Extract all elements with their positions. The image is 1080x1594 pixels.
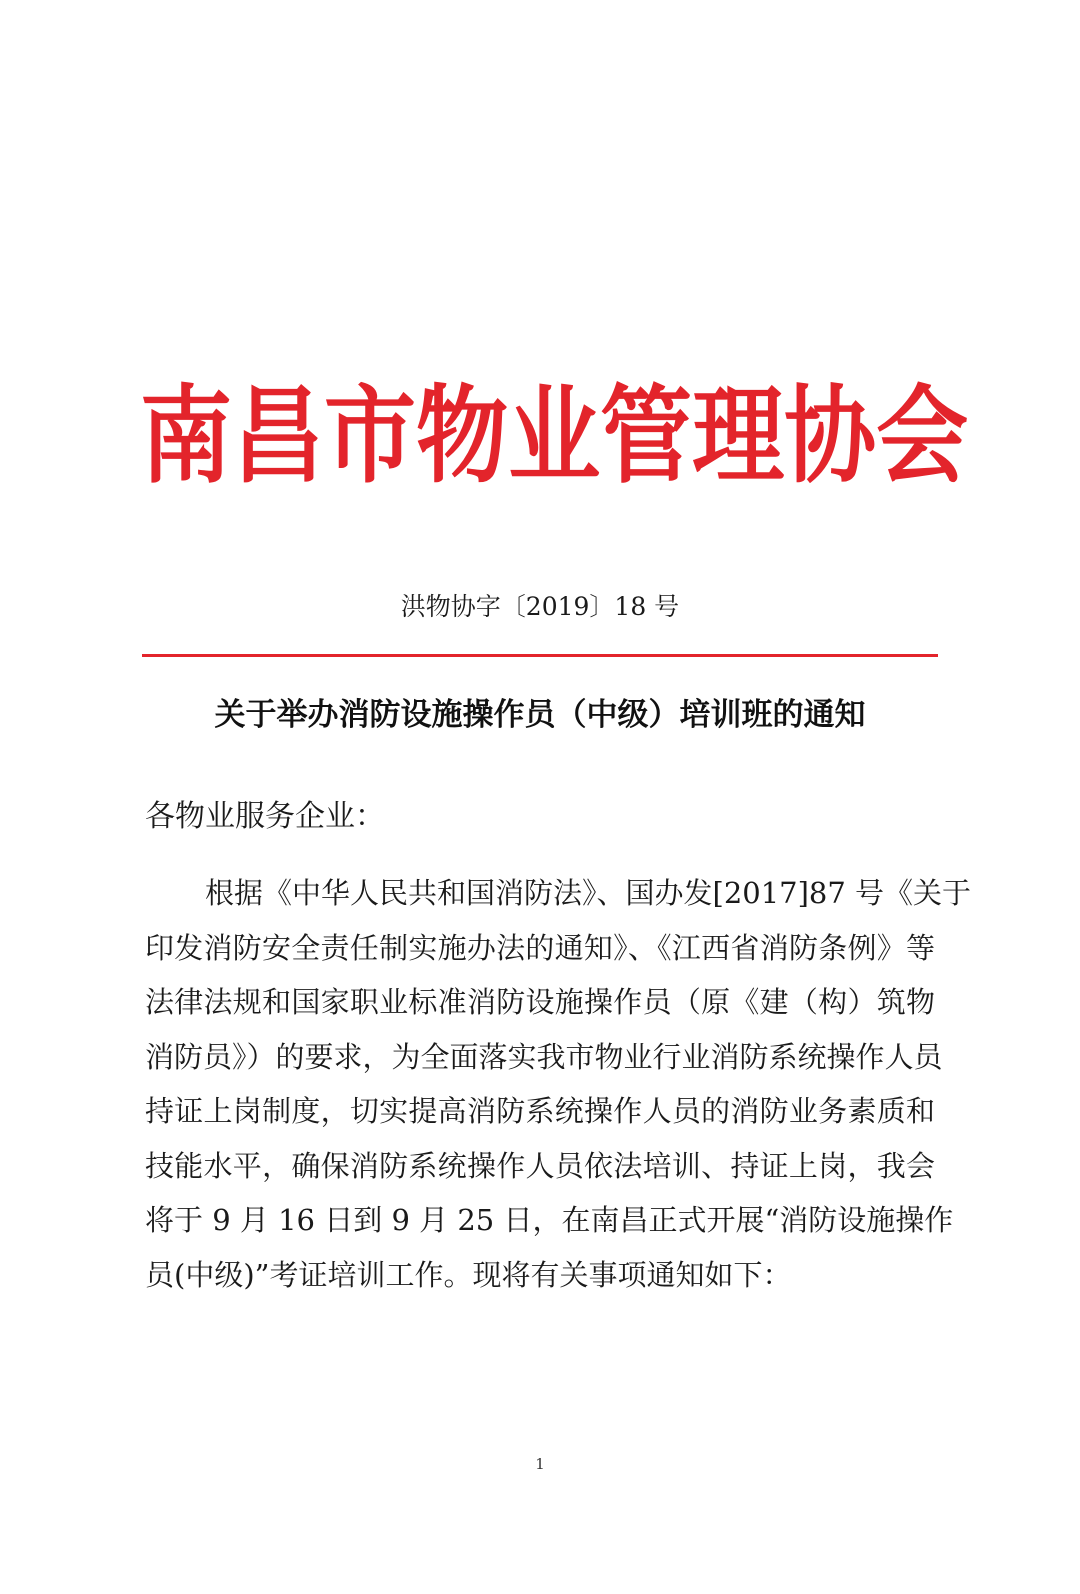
salutation: 各物业服务企业： (145, 799, 385, 834)
document-number: 洪物协字〔2019〕18 号 (400, 592, 680, 621)
body-line: 印发消防安全责任制实施办法的通知》、《江西省消防条例》等 (145, 930, 935, 965)
letterhead-char: 南 (140, 374, 233, 498)
letterhead-char: 市 (324, 374, 417, 498)
body-line: 员(中级)”考证培训工作。现将有关事项通知如下： (145, 1257, 792, 1292)
body-paragraph (145, 866, 972, 1302)
body-line: 技能水平，确保消防系统操作人员依法培训、持证上岗，我会 (145, 1148, 935, 1183)
body-line: 将于 9 月 16 日到 9 月 25 日，在南昌正式开展“消防设施操作 (145, 1203, 954, 1237)
letterhead-char: 昌 (232, 374, 325, 498)
body-line: 消防员》）的要求，为全面落实我市物业行业消防系统操作人员 (145, 1039, 943, 1074)
letterhead-char: 理 (692, 374, 785, 498)
notice-title: 关于举办消防设施操作员（中级）培训班的通知 (214, 697, 866, 733)
body-line: 持证上岗制度，切实提高消防系统操作人员的消防业务素质和 (145, 1094, 935, 1128)
body-line: 法律法规和国家职业标准消防设施操作员（原《建（构）筑物 (145, 985, 935, 1019)
letterhead-char: 会 (876, 374, 969, 498)
letterhead-char: 物 (416, 374, 509, 498)
letterhead-char: 业 (508, 374, 601, 498)
page-number: 1 (535, 1455, 545, 1473)
red-divider-line (142, 654, 938, 657)
letterhead-char: 协 (784, 374, 877, 498)
letterhead-char: 管 (600, 374, 693, 498)
body-line: 根据《中华人民共和国消防法》、国办发[2017]87 号《关于 (205, 876, 972, 910)
letterhead-title (140, 372, 969, 502)
